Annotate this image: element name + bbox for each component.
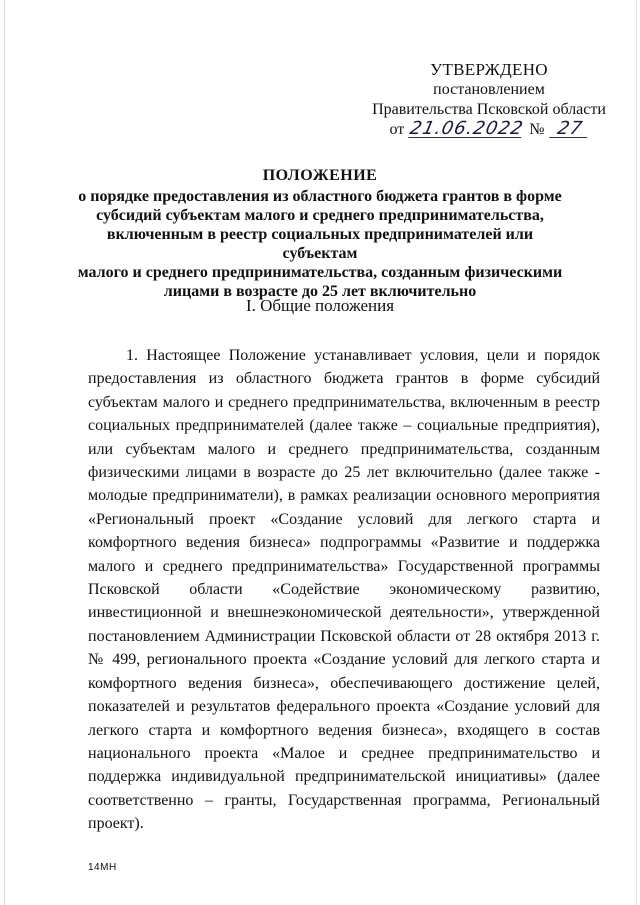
title-line: малого и среднего предпринимательства, созданным физическими: [77, 264, 563, 281]
handwritten-number: 27: [549, 121, 591, 138]
scan-edge-right: [636, 0, 637, 905]
document-title: [70, 166, 570, 301]
title-line: включенным в реестр социальных предпринимателей или субъектам: [106, 226, 534, 262]
title-line: лицами в возрасте до 25 лет включительно: [163, 283, 477, 300]
authority-label: Правительства Псковской области: [372, 101, 606, 118]
number-sign: №: [529, 121, 545, 138]
approved-label: УТВЕРЖДЕНО: [430, 60, 548, 79]
paragraph-1: 1. Настоящее Положение устанавливает условия, цели и порядок предоставления из областного бюджета грантов в форме субсидий субъектам малого и среднего предпринимательства, включенным в реестр социальных предпринимателей (далее также – социальные предприятия), или субъектам малого и среднего предпринимательства, созданным физическими лицами в возрасте до 25 лет включительно (далее также - молодые предприниматели), в рамках реализации основного мероприятия «Региональный проект «Создание условий для легкого старта и комфортного ведения бизнеса» подпрограммы «Развитие и поддержка малого и среднего предпринимательства» Государственной программы Псковской области «Содействие экономическому развитию, инвестиционной и внешнеэкономической деятельности», утвержденной постановлением Администрации Псковской области от 28 октября 2013 г. № 499, регионального проекта «Создание условий для легкого старта и комфортного ведения бизнеса», обеспечивающего достижение целей, показателей и результатов федерального проекта «Создание условий для легкого старта и комфортного ведения бизнеса», входящего в состав национального проекта «Малое и среднее предпринимательство и поддержка индивидуальной предпринимательской инициативы» (далее соответственно – гранты, Государственная программа, Региональный проект).: [88, 347, 600, 833]
title-line: о порядке предоставления из областного бюджета грантов в форме: [78, 188, 562, 205]
date-number-row: [364, 120, 614, 140]
approval-stamp-block: [364, 60, 614, 140]
title-heading: ПОЛОЖЕНИЕ: [262, 167, 378, 184]
section-title: I. Общие положения: [245, 296, 395, 315]
date-prefix: от: [389, 121, 405, 138]
scan-edge-left: [4, 0, 5, 905]
resolution-label: постановлением: [433, 81, 545, 98]
footer-code: 14МН: [88, 862, 117, 873]
title-line: субсидий субъектам малого и среднего предпринимательства,: [96, 207, 544, 224]
handwritten-date: 21.06.2022: [408, 118, 526, 139]
